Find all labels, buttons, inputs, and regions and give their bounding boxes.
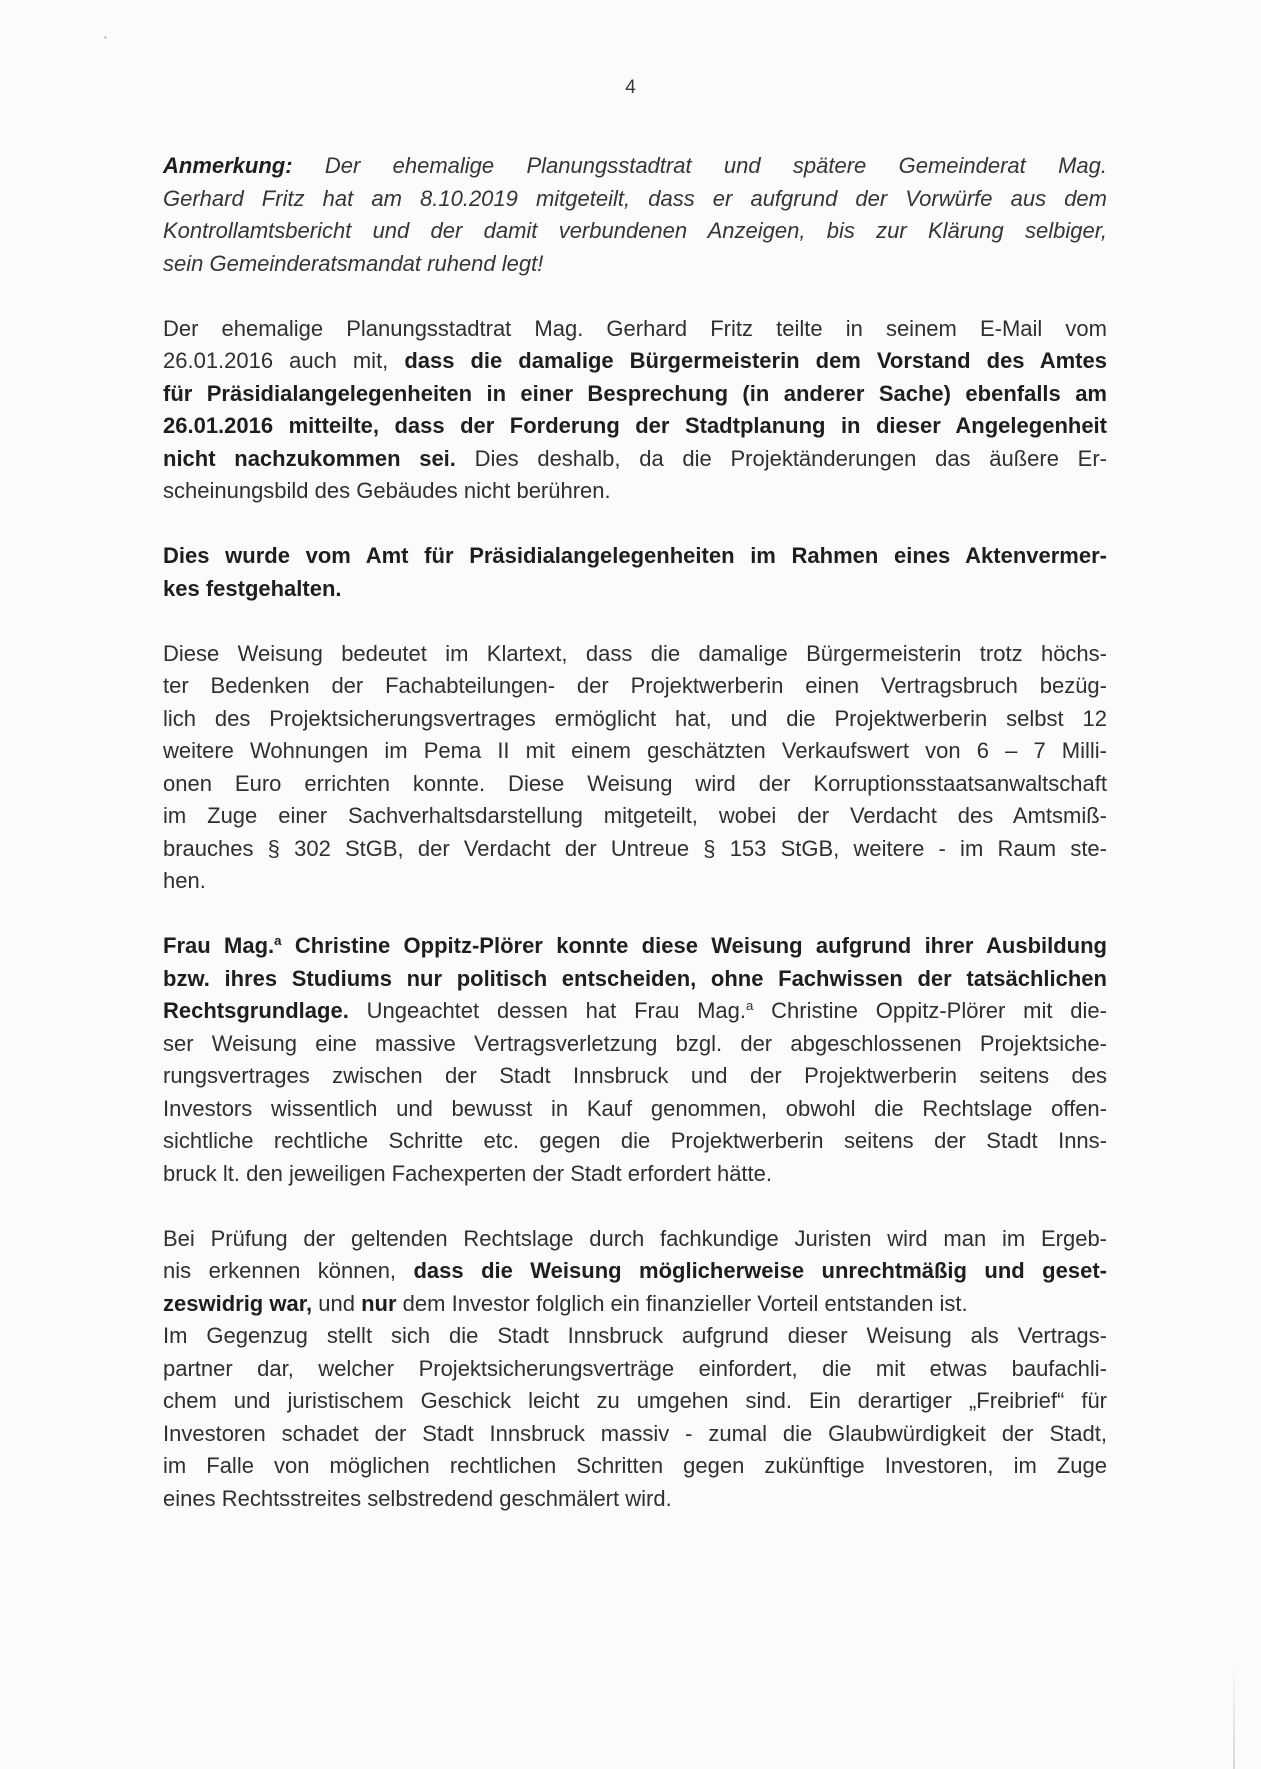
text-line [163,638,1107,671]
text-line [163,768,1107,801]
text-segment: im Zuge einer Sachverhaltsdarstellung mitgeteilt, wobei der Verdacht des Amtsmiß- [163,803,1107,828]
text-line [163,1320,1107,1353]
text-line [163,1223,1107,1256]
paragraph-oppitz-ploerer [163,930,1107,1190]
bold-segment: Dies wurde vom Amt für Präsidialangelegenheiten im Rahmen eines Aktenvermer- [163,543,1107,568]
text-line [163,865,1107,898]
text-line [163,183,1107,216]
text-line [163,670,1107,703]
text-line [163,215,1107,248]
text-line [163,800,1107,833]
paragraph-weisung [163,638,1107,898]
text-segment: partner dar, welcher Projektsicherungsverträge einfordert, die mit etwas baufachli- [163,1355,1107,1381]
text-line [163,833,1107,866]
bold-segment: zeswidrig war, [163,1290,313,1316]
text-line [163,735,1107,768]
text-segment: Investors wissentlich und bewusst in Kauf genommen, obwohl die Rechtslage offen- [163,1095,1107,1121]
text-line [163,1385,1107,1418]
paragraph-email [163,313,1107,508]
text-line [163,1418,1107,1451]
text-line [163,150,1107,183]
text-segment: lich des Projektsicherungsvertrages ermöglicht hat, und die Projektwerberin selbst 12 [163,705,1107,731]
text-line [163,1450,1107,1483]
bold-segment: Frau Mag. [163,933,275,958]
annotation-label: Anmerkung: [163,153,293,178]
text-segment: und [312,1290,362,1316]
text-line [163,995,1107,1028]
text-line [163,313,1107,346]
bold-segment: nicht nachzukommen sei. [163,445,456,471]
text-segment: onen Euro errichten konnte. Diese Weisung wird der Korruptionsstaatsanwaltschaft [163,770,1107,796]
text-segment: Gerhard Fritz hat am 8.10.2019 mitgeteilt, dass er aufgrund der Vorwürfe aus dem [163,185,1107,211]
bold-segment: Rechtsgrundlage. [163,998,349,1023]
text-line [163,1353,1107,1386]
text-segment: Ungeachtet dessen hat Frau Mag. [348,998,747,1023]
text-segment: eines Rechtsstreites selbstredend geschmälert wird. [163,1485,672,1511]
text-line [163,1060,1107,1093]
text-segment: Der ehemalige Planungsstadtrat Mag. Gerhard Fritz teilte in seinem E-Mail vom [163,315,1107,341]
text-segment: Der ehemalige Planungsstadtrat und spätere Gemeinderat Mag. [292,153,1107,178]
bold-segment: kes festgehalten. [163,575,342,601]
page-number: 4 [625,77,636,98]
text-segment: 26.01.2016 auch mit, [163,348,405,373]
text-segment: brauches § 302 StGB, der Verdacht der Untreue § 153 StGB, weitere - im Raum ste- [163,835,1107,861]
text-segment: Bei Prüfung der geltenden Rechtslage durch fachkundige Juristen wird man im Ergeb- [163,1225,1107,1251]
bold-segment: dass die Weisung möglicherweise unrechtmäßig und geset- [413,1258,1107,1283]
text-line [163,1028,1107,1061]
annotation-paragraph [163,150,1107,280]
text-segment: Christine Oppitz-Plörer mit die- [753,998,1107,1023]
text-segment: Kontrollamtsbericht und der damit verbundenen Anzeigen, bis zur Klärung selbiger, [163,218,1107,243]
paragraph-rechtslage [163,1223,1107,1516]
text-segment: chem und juristischem Geschick leicht zu umgehen sind. Ein derartiger „Freibrief“ für [163,1388,1107,1413]
text-line [163,1255,1107,1288]
text-line [163,573,1107,606]
scan-speck [104,36,107,39]
bold-segment: dass die damalige Bürgermeisterin dem Vorstand des Amtes [404,348,1107,373]
text-line [163,248,1107,281]
text-segment: im Falle von möglichen rechtlichen Schritten gegen zukünftige Investoren, im Zuge [163,1453,1107,1478]
text-segment: Investoren schadet der Stadt Innsbruck massiv - zumal die Glaubwürdigkeit der Stadt, [163,1420,1107,1446]
text-line [163,410,1107,443]
text-segment: ser Weisung eine massive Vertragsverletzung bzgl. der abgeschlossenen Projektsiche- [163,1030,1107,1056]
text-line [163,378,1107,411]
text-line [163,540,1107,573]
superscript: a [274,933,282,949]
text-segment: sichtliche rechtliche Schritte etc. gegen die Projektwerberin seitens der Stadt Inns- [163,1128,1107,1153]
text-segment: Im Gegenzug stellt sich die Stadt Innsbruck aufgrund dieser Weisung als Vertrags- [163,1323,1107,1348]
text-line [163,1158,1107,1191]
text-segment: weitere Wohnungen im Pema II mit einem geschätzten Verkaufswert von 6 – 7 Milli- [163,738,1107,763]
text-line [163,1125,1107,1158]
text-line [163,1093,1107,1126]
text-line [163,703,1107,736]
superscript: a [746,998,754,1014]
bold-segment: für Präsidialangelegenheiten in einer Besprechung (in anderer Sache) ebenfalls am [163,380,1107,406]
text-segment: bruck lt. den jeweiligen Fachexperten der Stadt erfordert hätte. [163,1160,773,1186]
text-line [163,1288,1107,1321]
bold-segment: 26.01.2016 mitteilte, dass der Forderung der Stadtplanung in dieser Angelegenheit [163,413,1107,438]
text-line [163,930,1107,963]
paragraph-aktenvermerk [163,540,1107,605]
text-line [163,345,1107,378]
text-segment: nis erkennen können, [163,1258,414,1283]
text-line [163,1483,1107,1516]
bold-segment: nur [361,1290,397,1316]
text-segment: sein Gemeinderatsmandat ruhend legt! [163,250,544,276]
scan-edge-shadow [1233,1660,1235,1769]
bold-segment: Christine Oppitz-Plörer konnte diese Weisung aufgrund ihrer Ausbildung [281,933,1107,958]
text-segment: scheinungsbild des Gebäudes nicht berühren. [163,478,611,503]
text-line [163,963,1107,996]
text-line [163,475,1107,508]
text-segment: hen. [163,868,206,893]
text-segment: Diese Weisung bedeutet im Klartext, dass die damalige Bürgermeisterin trotz höchs- [163,640,1107,666]
bold-segment: bzw. ihres Studiums nur politisch entscheiden, ohne Fachwissen der tatsächlichen [163,965,1107,991]
text-segment: dem Investor folglich ein finanzieller Vorteil entstanden ist. [396,1290,968,1316]
text-line [163,443,1107,476]
text-segment: ter Bedenken der Fachabteilungen- der Projektwerberin einen Vertragsbruch bezüg- [163,673,1107,698]
text-segment: Dies deshalb, da die Projektänderungen das äußere Er- [455,445,1107,471]
text-segment: rungsvertrages zwischen der Stadt Innsbruck und der Projektwerberin seitens des [163,1063,1107,1088]
document-body [163,150,1107,1548]
